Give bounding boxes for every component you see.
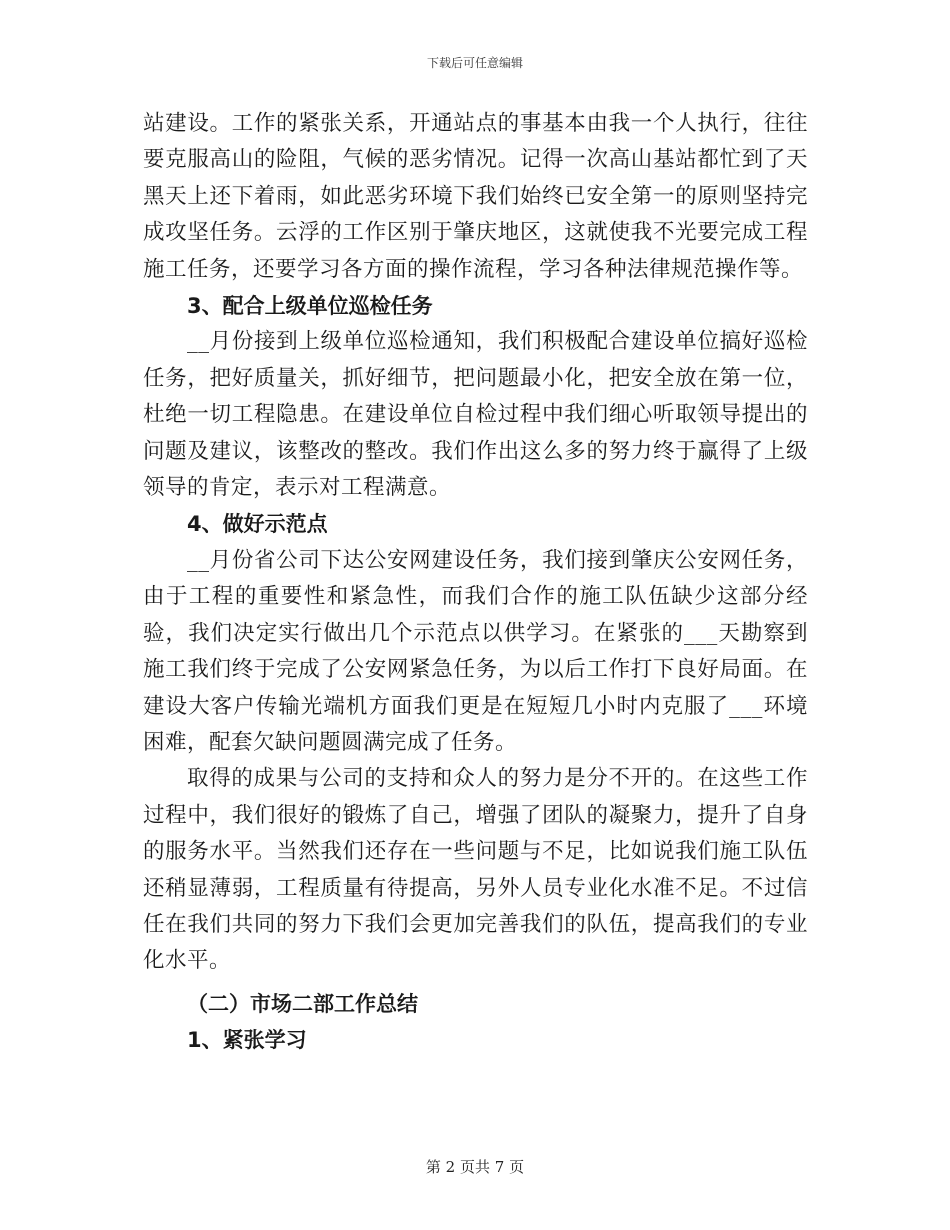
paragraph-demo-site: __月份省公司下达公安网建设任务，我们接到肇庆公安网任务，由于工程的重要性和紧急性，而我们合作的施工队伍缺少这部分经验，我们决定实行做出几个示范点以供学习。在紧张的___天勘察到施工我们终于完成了公安网紧急任务，为以后工作打下良好局面。在建设大客户传输光端机方面我们更是在短短几小时内克服了___环境困难，配套欠缺问题圆满完成了任务。 [143,547,808,755]
heading-4: 4、做好示范点 [187,512,328,537]
paragraph-continuation: 站建设。工作的紧张关系，开通站点的事基本由我一个人执行，往往要克服高山的险阻，气候的恶劣情况。记得一次高山基站都忙到了天黑天上还下着雨，如此恶劣环境下我们始终已安全第一的原则坚持完成攻坚任务。云浮的工作区别于肇庆地区，这就使我不光要完成工程施工任务，还要学习各方面的操作流程，学习各种法律规范操作等。 [143,111,808,282]
paragraph-summary: 取得的成果与公司的支持和众人的努力是分不开的。在这些工作过程中，我们很好的锻炼了自己，增强了团队的凝聚力，提升了自身的服务水平。当然我们还存在一些问题与不足，比如说我们施工队伍还稍显薄弱，工程质量有待提高，另外人员专业化水准不足。不过信任在我们共同的努力下我们会更加完善我们的队伍，提高我们的专业化水平。 [143,766,808,974]
section-heading-market-2: （二）市场二部工作总结 [187,991,418,1016]
document-body [143,106,808,1059]
page-header: 下载后可任意编辑 [426,56,523,70]
paragraph-inspection: __月份接到上级单位巡检通知，我们积极配合建设单位搞好巡检任务，把好质量关，抓好细节，把问题最小化，把安全放在第一位，杜绝一切工程隐患。在建设单位自检过程中我们细心听取领导提出的问题及建议，该整改的整改。我们作出这么多的努力终于赢得了上级领导的肯定，表示对工程满意。 [143,329,808,501]
page-footer: 第 2 页共 7 页 [425,1158,525,1176]
heading-1-study: 1、紧张学习 [187,1028,307,1053]
heading-3: 3、配合上级单位巡检任务 [187,294,433,319]
